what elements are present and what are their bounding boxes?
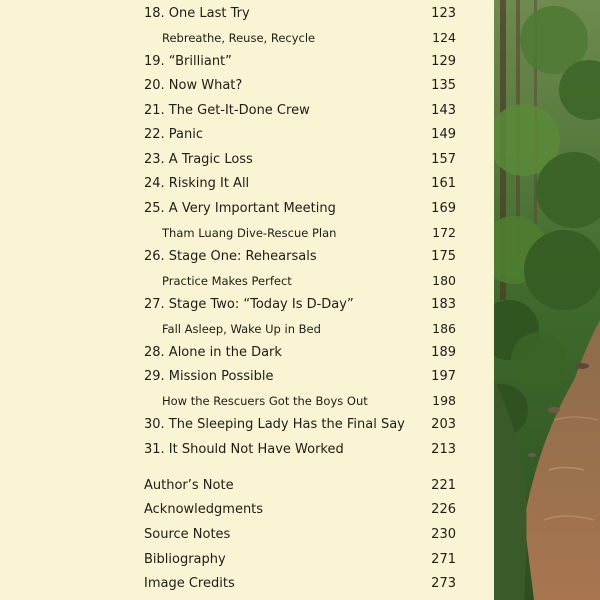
toc-entry-title: 18. One Last Try [144,6,250,21]
toc-entry[interactable] [0,343,494,363]
back-matter-page: 271 [431,552,456,567]
toc-entry-title: Tham Luang Dive-Rescue Plan [162,226,337,240]
toc-subentry[interactable] [0,319,494,339]
toc-entry-page: 197 [431,369,456,384]
toc-entry-page: 172 [432,225,456,240]
river-forest-photo [494,0,600,600]
toc-entry[interactable] [0,199,494,219]
toc-entry-title: 21. The Get-It-Done Crew [144,103,310,118]
back-matter-page: 221 [431,478,456,493]
toc-entry-page: 175 [431,249,456,264]
toc-entry-title: 28. Alone in the Dark [144,345,282,360]
toc-entry-page: 157 [431,152,456,167]
toc-entry[interactable] [0,150,494,170]
toc-entry-title: Rebreathe, Reuse, Recycle [162,31,316,45]
toc-entry-title: 30. The Sleeping Lady Has the Final Say [144,417,405,432]
toc-entry-page: 189 [431,345,456,360]
toc-entry-title: Fall Asleep, Wake Up in Bed [162,322,321,336]
toc-entry-page: 123 [431,6,456,21]
toc-entry-page: 135 [431,78,456,93]
toc-entry-page: 161 [431,176,456,191]
back-matter-title: Acknowledgments [144,502,264,517]
toc-entry-title: 24. Risking It All [144,176,250,191]
toc-entry-title: 20. Now What? [144,78,243,93]
toc-subentry[interactable] [0,391,494,411]
back-matter-entry[interactable] [0,525,494,545]
toc-entry[interactable] [0,52,494,72]
toc-entry-page: 213 [431,442,456,457]
back-matter-page: 273 [431,576,456,591]
toc-entry[interactable] [0,101,494,121]
toc-entry-page: 129 [431,54,456,69]
toc-entry[interactable] [0,125,494,145]
back-matter-title: Author’s Note [144,478,234,493]
toc-entry-title: 27. Stage Two: “Today Is D-Day” [144,297,354,312]
back-matter-entry[interactable] [0,500,494,520]
toc-entry[interactable] [0,4,494,24]
back-matter-entry[interactable] [0,574,494,594]
toc-subentry[interactable] [0,223,494,243]
toc-entry-title: 26. Stage One: Rehearsals [144,249,317,264]
back-matter-title: Bibliography [144,552,226,567]
toc-entry[interactable] [0,76,494,96]
toc-entry-title: 25. A Very Important Meeting [144,201,336,216]
toc-entry-page: 124 [432,30,456,45]
toc-entry-page: 183 [431,297,456,312]
toc-subentry[interactable] [0,271,494,291]
toc-entry[interactable] [0,367,494,387]
toc-entry-page: 180 [432,273,456,288]
river-forest-image [494,0,600,600]
toc-entry[interactable] [0,247,494,267]
toc-entry-title: 22. Panic [144,127,204,142]
toc-entry-page: 169 [431,201,456,216]
toc-entry-page: 149 [431,127,456,142]
toc-entry[interactable] [0,440,494,460]
toc-entry-page: 198 [432,393,456,408]
toc-entry-page: 186 [432,321,456,336]
toc-entry-title: How the Rescuers Got the Boys Out [162,394,368,408]
back-matter-entry[interactable] [0,550,494,570]
toc-entry-page: 203 [431,417,456,432]
back-matter-page: 230 [431,527,456,542]
toc-entry[interactable] [0,174,494,194]
toc-entry-title: Practice Makes Perfect [162,274,292,288]
toc-entry-page: 143 [431,103,456,118]
toc-subentry[interactable] [0,28,494,48]
toc-entry[interactable] [0,295,494,315]
toc-entry-title: 31. It Should Not Have Worked [144,442,344,457]
back-matter-page: 226 [431,502,456,517]
back-matter-title: Source Notes [144,527,231,542]
back-matter-title: Image Credits [144,576,235,591]
toc-entry-title: 19. “Brilliant” [144,54,232,69]
back-matter-entry[interactable] [0,476,494,496]
toc-entry-title: 29. Mission Possible [144,369,274,384]
toc-entry-title: 23. A Tragic Loss [144,152,253,167]
toc-entry[interactable] [0,415,494,435]
